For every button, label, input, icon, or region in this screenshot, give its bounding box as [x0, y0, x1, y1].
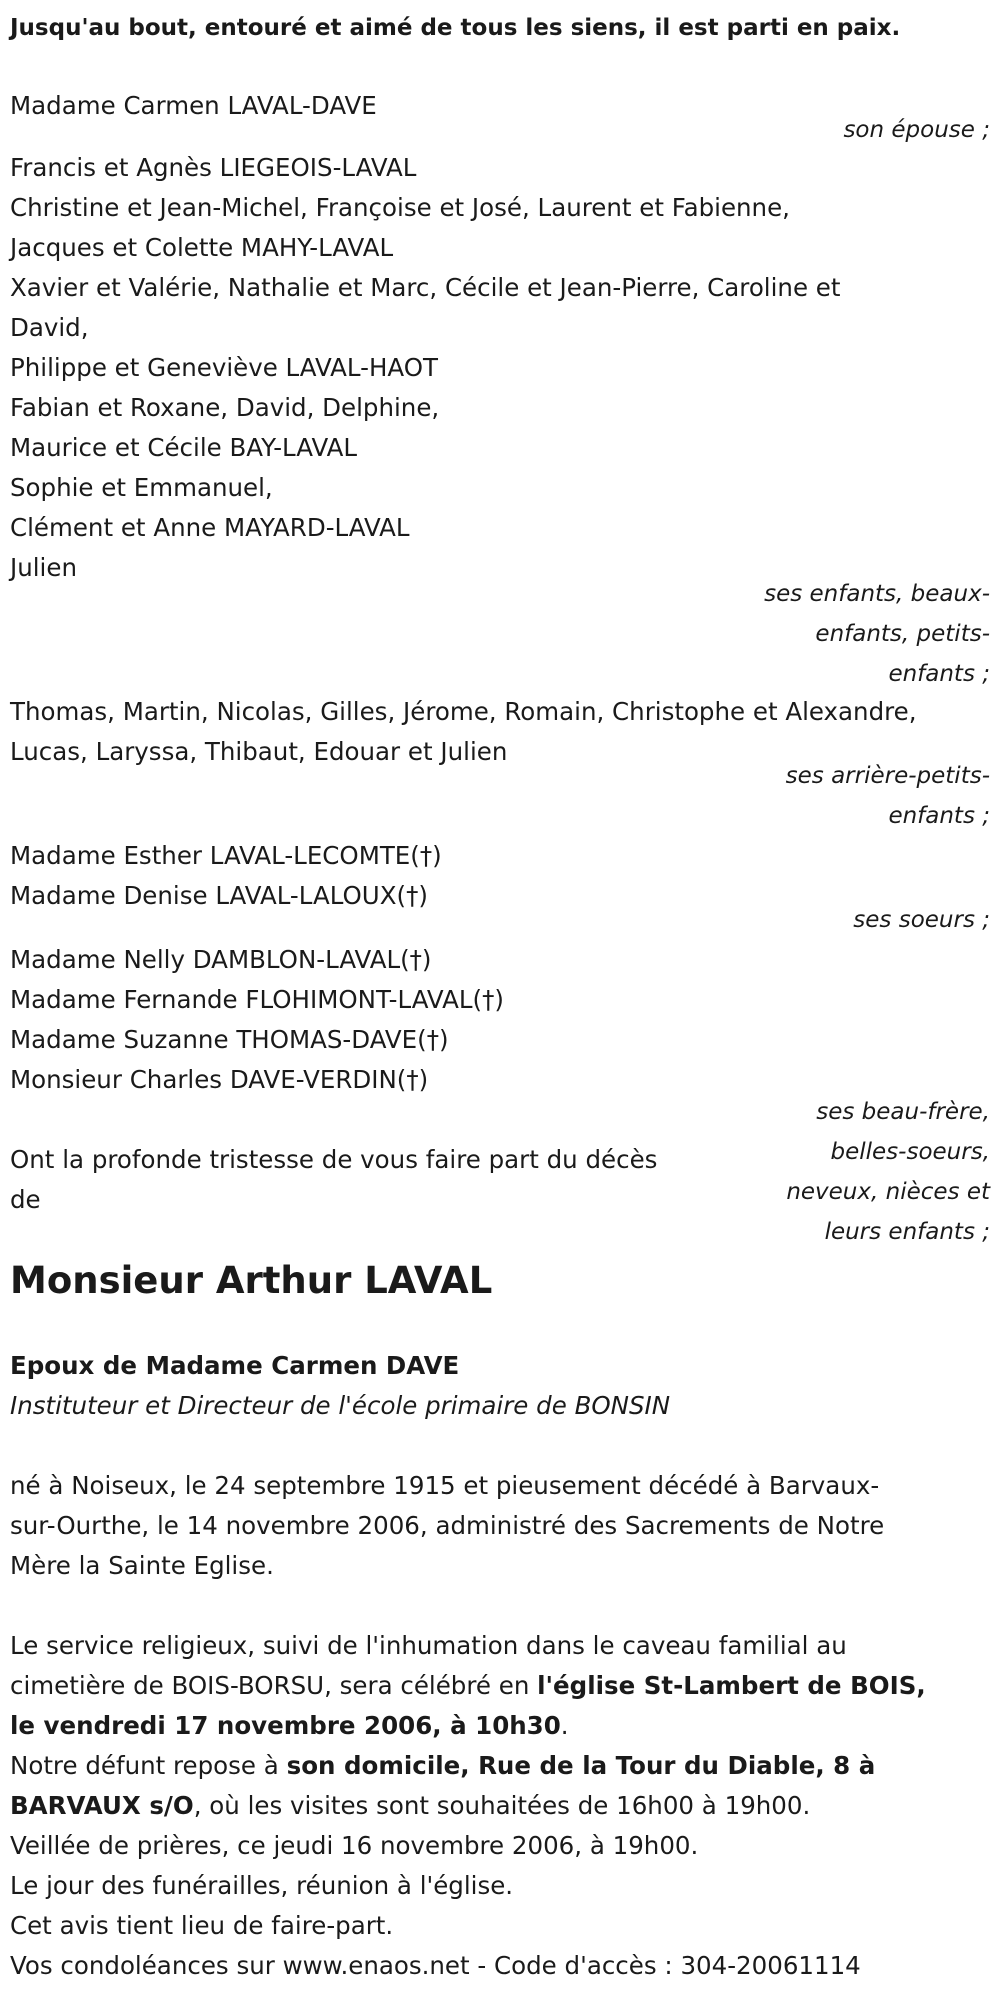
great-grandchildren-line: Thomas, Martin, Nicolas, Gilles, Jérome, Romain, Christophe et Alexandre, — [10, 697, 917, 726]
service-text: , où les visites sont souhaitées de 16h00 à 19h00. — [193, 1791, 811, 1820]
service-line: Cet avis tient lieu de faire-part. — [10, 1911, 394, 1940]
in-laws-role: neveux, nièces et — [786, 1179, 990, 1205]
children-line: Fabian et Roxane, David, Delphine, — [10, 393, 440, 422]
children-line: Julien — [10, 553, 77, 582]
church-location: l'église St-Lambert de BOIS, — [537, 1671, 926, 1700]
home-address: son domicile, Rue de la Tour du Diable, 8 à — [286, 1751, 876, 1780]
spouse-role: son épouse ; — [843, 117, 990, 143]
service-line: Le jour des funérailles, réunion à l'église. — [10, 1871, 514, 1900]
children-role: enfants, petits- — [815, 621, 990, 647]
sister-line: Madame Denise LAVAL-LALOUX(†) — [10, 881, 428, 910]
in-laws-role: ses beau-frère, — [816, 1099, 990, 1125]
announcement-line: de — [10, 1185, 41, 1214]
in-law-line: Madame Fernande FLOHIMONT-LAVAL(†) — [10, 985, 504, 1014]
great-grandchildren-role: ses arrière-petits- — [785, 763, 990, 789]
in-law-line: Madame Nelly DAMBLON-LAVAL(†) — [10, 945, 432, 974]
deceased-name: Monsieur Arthur LAVAL — [10, 1259, 493, 1302]
service-line — [10, 1666, 926, 1706]
children-line: Francis et Agnès LIEGEOIS-LAVAL — [10, 153, 417, 182]
birth-death-line: Mère la Sainte Eglise. — [10, 1551, 274, 1580]
service-line — [10, 1706, 569, 1746]
home-address: BARVAUX s/O — [10, 1791, 194, 1820]
service-date: le vendredi 17 novembre 2006, à 10h30 — [10, 1711, 561, 1740]
great-grandchildren-role: enfants ; — [888, 803, 990, 829]
children-line: Christine et Jean-Michel, Françoise et José, Laurent et Fabienne, — [10, 193, 790, 222]
intro-line: Jusqu'au bout, entouré et aimé de tous les siens, il est parti en paix. — [10, 15, 901, 41]
deceased-occupation: Instituteur et Directeur de l'école primaire de BONSIN — [10, 1391, 671, 1420]
sisters-role: ses soeurs ; — [853, 907, 990, 933]
children-line: Jacques et Colette MAHY-LAVAL — [10, 233, 394, 262]
children-line: David, — [10, 313, 89, 342]
service-line: Le service religieux, suivi de l'inhumation dans le caveau familial au — [10, 1631, 847, 1660]
in-law-line: Madame Suzanne THOMAS-DAVE(†) — [10, 1025, 449, 1054]
in-laws-role: leurs enfants ; — [824, 1219, 990, 1245]
birth-death-line: né à Noiseux, le 24 septembre 1915 et pieusement décédé à Barvaux- — [10, 1471, 880, 1500]
great-grandchildren-line: Lucas, Laryssa, Thibaut, Edouar et Julien — [10, 737, 508, 766]
service-text: Notre défunt repose à — [10, 1751, 287, 1780]
in-law-line: Monsieur Charles DAVE-VERDIN(†) — [10, 1065, 429, 1094]
children-line: Philippe et Geneviève LAVAL-HAOT — [10, 353, 438, 382]
in-laws-role: belles-soeurs, — [830, 1139, 990, 1165]
sister-line: Madame Esther LAVAL-LECOMTE(†) — [10, 841, 442, 870]
condolences-line: Vos condoléances sur www.enaos.net - Code d'accès : 304-20061114 — [10, 1951, 861, 1980]
service-text: cimetière de BOIS-BORSU, sera célébré en — [10, 1671, 538, 1700]
children-line: Maurice et Cécile BAY-LAVAL — [10, 433, 358, 462]
children-line: Clément et Anne MAYARD-LAVAL — [10, 513, 410, 542]
service-line — [10, 1746, 875, 1786]
spouse-name: Madame Carmen LAVAL-DAVE — [10, 91, 377, 120]
service-text: . — [560, 1711, 569, 1740]
service-line — [10, 1786, 810, 1826]
children-line: Sophie et Emmanuel, — [10, 473, 273, 502]
service-line: Veillée de prières, ce jeudi 16 novembre 2006, à 19h00. — [10, 1831, 699, 1860]
deceased-spouse: Epoux de Madame Carmen DAVE — [10, 1351, 460, 1380]
announcement-line: Ont la profonde tristesse de vous faire part du décès — [10, 1145, 658, 1174]
children-role: enfants ; — [888, 661, 990, 687]
children-line: Xavier et Valérie, Nathalie et Marc, Cécile et Jean-Pierre, Caroline et — [10, 273, 841, 302]
birth-death-line: sur-Ourthe, le 14 novembre 2006, administré des Sacrements de Notre — [10, 1511, 885, 1540]
children-role: ses enfants, beaux- — [764, 581, 990, 607]
